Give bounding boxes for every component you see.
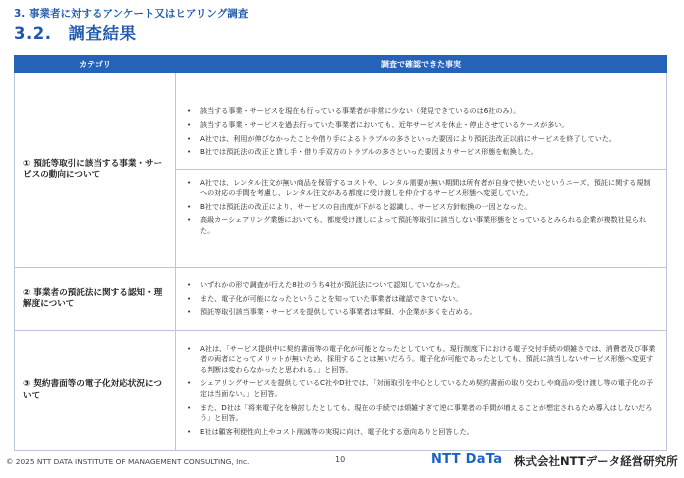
category-cell: [15, 73, 176, 268]
category-number: ③: [23, 379, 31, 390]
findings-cell: [176, 73, 667, 268]
category-number: ②: [23, 287, 31, 298]
section-label: 3. 事業者に対するアンケート又はヒアリング調査: [14, 8, 249, 20]
list-item: • 該当する事業・サービスを過去行っていた事業者においても、近年サービスを休止・停止させているケースが多い。: [184, 120, 656, 131]
findings-list: [184, 170, 656, 244]
findings-table: [14, 55, 667, 451]
ntt-data-logo: NTT DaTa: [431, 452, 503, 467]
company-name: 株式会社NTTデータ経営研究所: [514, 454, 678, 468]
column-header-category: カテゴリ: [15, 56, 176, 73]
table-header-row: [15, 56, 667, 73]
findings-list: [184, 336, 656, 446]
list-item: • また、D社は「将来電子化を検討したとしても、現在の手続では煩雑すぎて逆に事業者の手間が増えることが想定されるため導入はしないだろう」と回答。: [184, 403, 656, 424]
page-title: 3.2. 調査結果: [14, 24, 137, 43]
list-item: • 高級カーシェアリング業態においても、都度受け渡しによって預託等取引に該当しない事業形態をとっているとみられる企業が複数社見られた。: [184, 215, 656, 236]
category-cell: [15, 268, 176, 331]
list-item: • シェアリングサービスを提供しているC社やD社では、「対面取引を中心としているため契約書面の取り交わしや商品の受け渡し等の電子化の予定は当面ない。」と回答。: [184, 378, 656, 399]
category-label: 事業者の預託法に関する認知・理解度について: [23, 287, 163, 309]
page-number: 10: [335, 455, 346, 464]
category-label: 預託等取引に該当する事業・サービスの動向について: [23, 158, 163, 180]
table-row: [15, 73, 667, 268]
column-header-findings: 調査で確認できた事実: [176, 56, 667, 73]
list-item: • B社では預託法の改正により、サービスの自由度が下がると認識し、サービス方針転換の一因となった。: [184, 202, 656, 213]
list-item: • 預託等取引該当事業・サービスを提供している事業者は零細、小企業が多くを占める。: [184, 307, 656, 318]
findings-cell: [176, 331, 667, 451]
category-label: 契約書面等の電子化対応状況について: [23, 379, 163, 401]
table-row: [15, 268, 667, 331]
category-number: ①: [23, 158, 31, 169]
list-item: • A社は、「サービス提供中に契約書面等の電子化が可能となったとしていても、現行制度下における電子交付手続の煩雑さでは、消費者及び事業者の両者にとってメリットが無いため、採用することは無いだろう。電子化が可能であったとしても、預託に該当しないサービス形態へ変更する判断は変わらなかったと思われる。」と回答。: [184, 344, 656, 376]
copyright: © 2025 NTT DATA INSTITUTE OF MANAGEMENT CONSULTING, Inc.: [6, 457, 250, 466]
list-item: • また、電子化が可能になったということを知っていた事業者は確認できていない。: [184, 294, 656, 305]
list-item: • 該当する事業・サービスを現在も行っている事業者が非常に少ない（発見できているのは6社のみ）。: [184, 106, 656, 117]
findings-cell: [176, 268, 667, 331]
list-item: • B社では預託法の改正と貸し手・借り手双方のトラブルの多さといった要因よりサービス形態を転換した。: [184, 147, 656, 158]
table-row: [15, 331, 667, 451]
findings-list: [184, 96, 656, 162]
findings-list: [184, 272, 656, 326]
category-cell: [15, 331, 176, 451]
list-item: • A社では、利用が伸びなかったことや借り手によるトラブルの多さといった要因により預託法改正以前にサービスを終了していた。: [184, 134, 656, 145]
list-item: • A社では、レンタル注文が無い商品を保管するコストや、レンタル需要が無い期間は所有者が自身で使いたいというニーズ、預託に関する規制への対応の手間を考慮し、レンタル注文がある都度に受け渡しを仲介するサービス形態へ変更していた。: [184, 178, 656, 199]
list-item: • いずれかの形で調査が行えた8社のうち4社が預託法について認知していなかった。: [184, 280, 656, 291]
list-item: • E社は顧客利便性向上やコスト削減等の実現に向け、電子化する意向ありと回答した。: [184, 427, 656, 438]
